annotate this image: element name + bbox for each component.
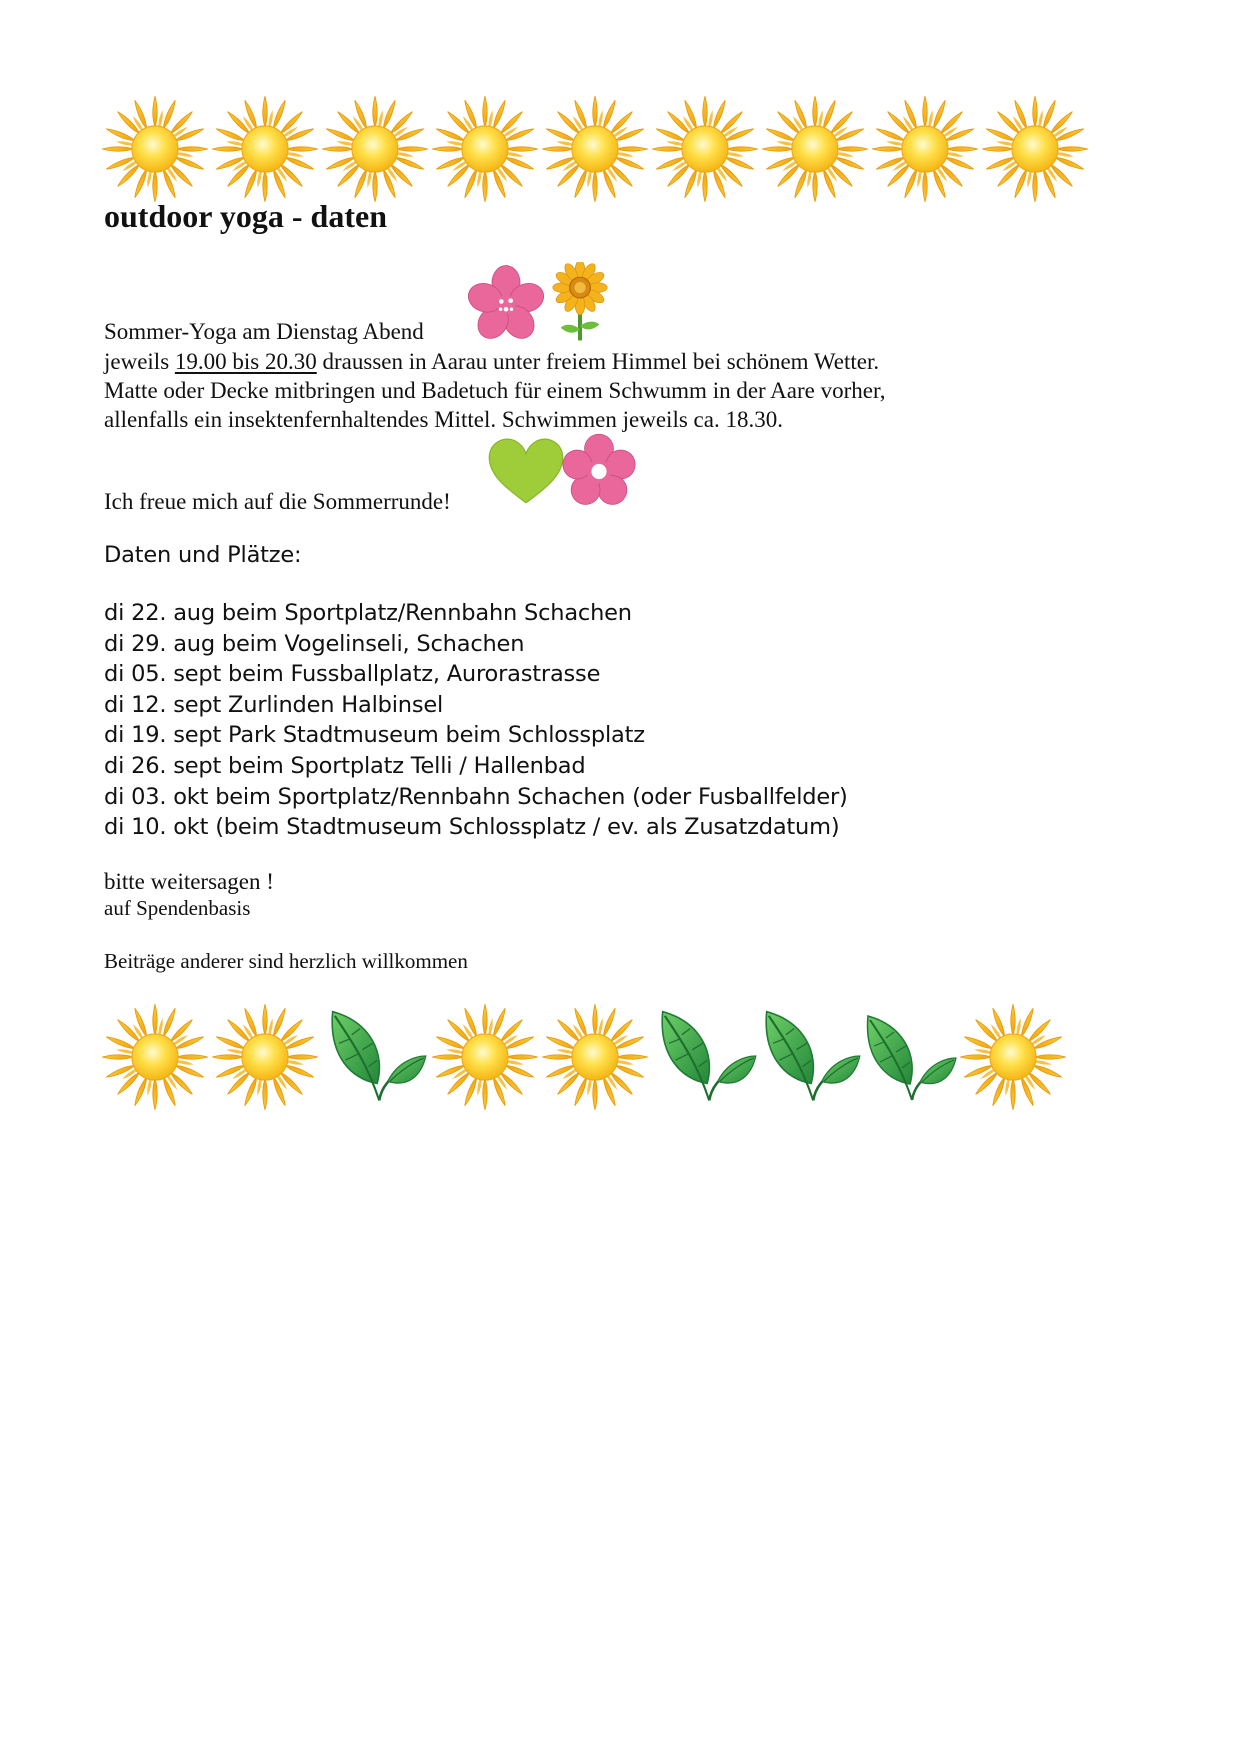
green-heart-icon <box>486 436 566 506</box>
sun-icon <box>430 1002 540 1112</box>
pink-flower-icon <box>466 264 546 342</box>
list-item: di 22. aug beim Sportplatz/Rennbahn Schachen <box>104 600 632 626</box>
leaf-icon <box>320 1000 430 1112</box>
sun-icon <box>958 1002 1068 1112</box>
sun-icon <box>210 94 320 204</box>
list-item: di 03. okt beim Sportplatz/Rennbahn Schachen (oder Fusballfelder) <box>104 783 848 810</box>
greeting-text: Ich freue mich auf die Sommerrunde! <box>104 489 451 514</box>
intro-suffix: draussen in Aarau unter freiem Himmel bei schönem Wetter. <box>322 349 880 374</box>
dates-list <box>104 598 848 843</box>
sun-icon <box>320 94 430 204</box>
page-title: outdoor yoga - daten <box>104 198 387 234</box>
sun-icon <box>540 94 650 204</box>
sun-icon <box>430 94 540 204</box>
donation-note: auf Spendenbasis <box>104 896 251 920</box>
intro-line-2 <box>104 350 879 373</box>
bottom-border <box>100 1000 1100 1116</box>
sun-icon <box>650 94 760 204</box>
list-item: di 29. aug beim Vogelinseli, Schachen <box>104 630 525 657</box>
intro-line-1: Sommer-Yoga am Dienstag Abend <box>104 319 424 344</box>
top-sun-border <box>100 94 1100 206</box>
intro-line-4: allenfalls ein insektenfernhaltendes Mittel. Schwimmen jeweils ca. 18.30. <box>104 407 783 432</box>
sun-icon <box>980 94 1090 204</box>
pink-flower-icon <box>560 432 638 508</box>
leaf-icon <box>650 1000 760 1112</box>
sun-icon <box>540 1002 650 1112</box>
list-item: di 12. sept Zurlinden Halbinsel <box>104 691 444 718</box>
share-note: bitte weitersagen ! <box>104 869 274 894</box>
list-item: di 26. sept beim Sportplatz Telli / Hallenbad <box>104 752 586 779</box>
list-item: di 10. okt (beim Stadtmuseum Schlossplatz / ev. als Zusatzdatum) <box>104 814 840 841</box>
contributions-note: Beiträge anderer sind herzlich willkommen <box>104 949 468 973</box>
intro-line-3: Matte oder Decke mitbringen und Badetuch für einem Schwumm in der Aare vorher, <box>104 378 886 403</box>
list-item: di 19. sept Park Stadtmuseum beim Schlossplatz <box>104 722 645 749</box>
sunflower-icon <box>548 262 612 342</box>
sun-icon <box>760 94 870 204</box>
intro-prefix: jeweils <box>104 349 170 374</box>
sun-icon <box>100 1002 210 1112</box>
sun-icon <box>210 1002 320 1112</box>
session-time: 19.00 bis 20.30 <box>174 349 317 374</box>
leaf-icon <box>856 1004 960 1112</box>
sun-icon <box>100 94 210 204</box>
dates-heading: Daten und Plätze: <box>104 542 302 568</box>
leaf-icon <box>754 1000 864 1112</box>
list-item: di 05. sept beim Fussballplatz, Aurorastrasse <box>104 661 601 688</box>
sun-icon <box>870 94 980 204</box>
